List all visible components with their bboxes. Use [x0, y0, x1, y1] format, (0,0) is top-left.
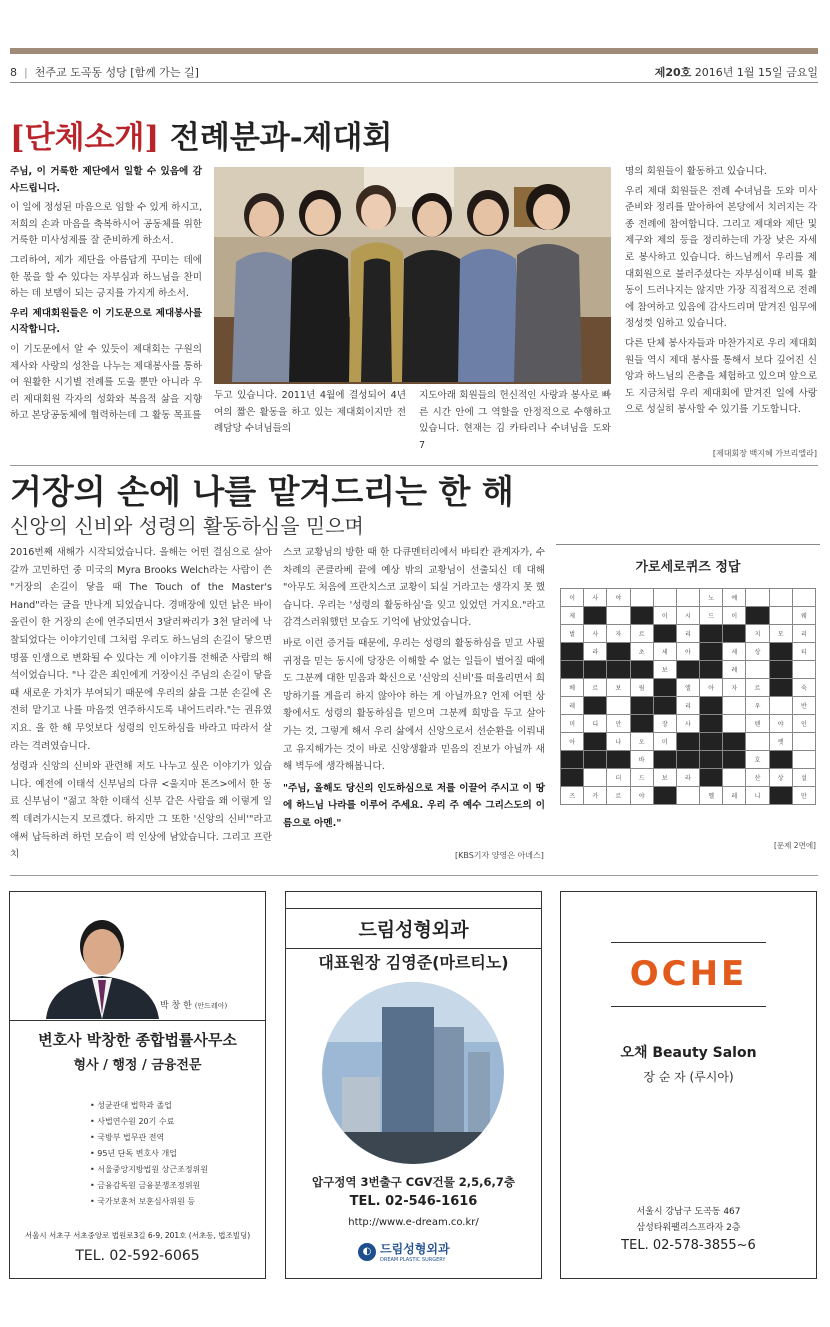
clinic-logo-text: 드림성형외과: [380, 1242, 450, 1256]
article1-heading: [10, 112, 392, 157]
article1-col2: [214, 388, 406, 441]
grid-row: [561, 679, 816, 697]
grid-cell-blocked: [653, 625, 676, 643]
grid-cell-blocked: [700, 733, 723, 751]
grid-row: [561, 589, 816, 607]
paragraph: 이 기도문에서 알 수 있듯이 제대회는 구원의 제사와 사랑의 성찬을 나누는 제대봉사를 통하여 원활한 시기별 전례를 도울 뿐만 아니라 우리 제대회원 각자의 성화와 복음적 삶을 지향하고 본당공동체에 협력하는데 그 활동 목표를: [10, 343, 202, 422]
grid-cell-blocked: [769, 643, 792, 661]
grid-cell: [676, 787, 699, 805]
paragraph-lead: 우리 제대회원들은 이 기도문으로 제대봉사를 시작합니다.: [10, 307, 202, 336]
issue-number: 제20호: [654, 66, 692, 79]
grid-cell: 인: [792, 715, 815, 733]
quiz-note: [문제 2면에]: [774, 841, 816, 850]
grid-cell: 이: [653, 607, 676, 625]
grid-cell-blocked: [723, 625, 746, 643]
closing-prayer: "주님, 올해도 당신의 인도하심으로 저를 이끌어 주시고 이 땅에 하느님 나라를 이루어 주세요. 우리 주 예수 그리스도의 이름으로 아멘.": [283, 782, 545, 829]
crossword-grid: [560, 588, 816, 805]
salon-address: 서울시 강남구 도곡동 467: [636, 1207, 741, 1217]
grid-cell: 호: [746, 751, 769, 769]
grid-cell-blocked: [607, 643, 630, 661]
top-rule: [10, 48, 818, 54]
credential-list: [90, 1098, 208, 1210]
grid-cell: [746, 589, 769, 607]
grid-cell: 설: [792, 769, 815, 787]
grid-cell-blocked: [676, 751, 699, 769]
grid-cell: [607, 607, 630, 625]
grid-cell-blocked: [676, 733, 699, 751]
grid-cell: [584, 769, 607, 787]
divider: [611, 1006, 766, 1007]
grid-cell: [769, 589, 792, 607]
quiz-panel: [556, 544, 820, 545]
lawyer-saint-name: (안드레아): [194, 1002, 228, 1010]
grid-cell-blocked: [700, 625, 723, 643]
grid-cell-blocked: [607, 751, 630, 769]
grid-cell-blocked: [561, 661, 584, 679]
paragraph: 성령과 신앙의 신비와 관련해 저도 나누고 싶은 이야기가 있습니다. 예전에 이태석 신부님의 다큐 <울지마 톤즈>에서 한 동료 신부님이 "젊고 착한 이태석 신부 같은 사람을 왜 이렇게 일찍 데려가시는지 모르겠다. 하지만 그 또한 '신앙의 신비'"라고 애써 납득하려 하던 모습이 퍽 인상에 남았습니다. 그리고 프란치: [10, 761, 272, 861]
grid-cell: 르: [746, 679, 769, 697]
grid-cell: 헬: [700, 787, 723, 805]
grid-cell-blocked: [700, 697, 723, 715]
grid-cell-blocked: [653, 697, 676, 715]
lawyer-name-text: 박 창 한: [160, 1001, 192, 1011]
quiz-title: 가로세로퀴즈 정답: [635, 560, 741, 575]
clinic-director: 대표원장 김영준(마르티노): [318, 953, 509, 972]
running-header-right: [655, 64, 818, 80]
grid-cell-blocked: [561, 643, 584, 661]
header-rule: [10, 82, 818, 83]
grid-cell: [769, 697, 792, 715]
list-item: • 국방부 법무관 전역: [90, 1130, 208, 1146]
grid-cell: 리: [676, 625, 699, 643]
grid-cell: 벌: [561, 625, 584, 643]
grid-cell: [792, 589, 815, 607]
grid-cell: 반: [792, 697, 815, 715]
grid-cell-blocked: [584, 697, 607, 715]
grid-cell: 더: [607, 769, 630, 787]
grid-cell: 세: [653, 643, 676, 661]
grid-cell: 산: [746, 769, 769, 787]
article2-byline: [KBS기자 양영은 아녜스]: [455, 851, 544, 860]
grid-row: [561, 751, 816, 769]
grid-cell: 장: [653, 715, 676, 733]
lawyer-name: [160, 998, 227, 1011]
clinic-name: 드림성형외과: [286, 908, 541, 949]
grid-row: [561, 607, 816, 625]
article2-title: 거장의 손에 나를 맡겨드리는 한 해: [10, 472, 514, 511]
group-photo: [214, 167, 611, 384]
law-office-ad: [9, 891, 266, 1279]
paragraph: 스코 교황님의 방한 때 한 다큐멘터리에서 바티칸 관계자가, 수차례의 콘클라베 끝에 예상 밖의 교황님이 선출되신 데 대해 "아무도 처음에 프란치스코 교황이 되실 거라고는 생각지 못 했습니다. 우리는 '성령의 활동하심'을 잊고 있었던 거지요."라고 감격스러워했던 모습도 기억에 남았었습니다.: [283, 547, 545, 629]
grid-cell: 드: [630, 769, 653, 787]
grid-cell: 사: [676, 715, 699, 733]
grid-cell: 이: [561, 589, 584, 607]
grid-row: [561, 769, 816, 787]
article2-col2: [283, 544, 545, 836]
list-item: • 국가보훈처 보훈심사위원 등: [90, 1194, 208, 1210]
grid-cell: 라: [676, 769, 699, 787]
grid-cell: 티: [792, 643, 815, 661]
paragraph: 두고 있습니다. 2011년 4월에 결성되어 4년여의 짧은 활동을 하고 있는 제대회이지만 전례담당 수녀님들의: [214, 390, 406, 435]
clinic-location: 압구정역 3번출구 CGV건물 2,5,6,7층: [312, 1175, 515, 1189]
grid-cell-blocked: [561, 751, 584, 769]
grid-cell: 자: [723, 679, 746, 697]
grid-cell-blocked: [607, 661, 630, 679]
grid-cell: [769, 607, 792, 625]
clinic-tel: TEL. 02-546-1616: [349, 1194, 478, 1209]
grid-cell: 모: [769, 625, 792, 643]
grid-cell-blocked: [700, 751, 723, 769]
grid-cell: [723, 697, 746, 715]
grid-cell-blocked: [630, 715, 653, 733]
grid-cell-blocked: [723, 733, 746, 751]
grid-cell-blocked: [723, 751, 746, 769]
grid-cell: 아: [561, 733, 584, 751]
running-header-left: 8 | 천주교 도곡동 성당 [함께 가는 길]: [10, 66, 199, 79]
grid-cell: [746, 661, 769, 679]
grid-cell: 노: [700, 589, 723, 607]
paragraph: 2016번째 새해가 시작되었습니다. 올해는 어떤 결심으로 살아갈까 고민하던 중 미국의 Myra Brooks Welch라는 사람이 쓴 "거장의 손길이 닿을 때 The Touch of the Master's Hand"라는 글을 만나게 되었습니다. 경매장에 있던 낡은 바이올린이 한 거장의 손에 연주되면서 3달러짜리가 3천 달러에 낙찰되었다는 이야기인데 그처럼 우리도 하느님의 손길이 닿으면 명품 인생으로 변화될 수 있다는 게 이야기를 전해준 사람의 해석이었습니다. "나 같은 죄인에게 거장이신 주님의 손길이 닿을 때 새로운 가치가 부여되기 때문에 우리의 삶을 그분 손길에 온전히 맡기고 나를 마음껏 연주하시도록 내어드리라."는 권유였지요. 올 한 해 무엇보다 성령의 인도하심을 바라고 따라서 살라는 격려였습니다.: [10, 547, 272, 752]
list-item: • 금융감독원 금융분쟁조정위원: [90, 1178, 208, 1194]
grid-cell: 리: [676, 697, 699, 715]
grid-cell-blocked: [584, 751, 607, 769]
grid-cell: [607, 697, 630, 715]
article2-subtitle: 신앙의 신비와 성령의 활동하심을 믿으며: [10, 514, 364, 538]
article1-col3: [419, 388, 611, 457]
article1-title: 전례분과-제대회: [169, 120, 393, 156]
grid-cell: 카: [584, 787, 607, 805]
grid-cell: 르: [630, 625, 653, 643]
grid-cell-blocked: [700, 643, 723, 661]
grid-cell: 보: [653, 769, 676, 787]
publication-name: 천주교 도곡동 성당 [함께 가는 길]: [34, 66, 199, 79]
grid-cell: [792, 661, 815, 679]
grid-cell: 바: [630, 751, 653, 769]
grid-cell: 야: [769, 715, 792, 733]
divider: [611, 942, 766, 943]
grid-cell: 라: [584, 643, 607, 661]
grid-cell: 만: [792, 787, 815, 805]
salon-ad: [560, 891, 817, 1279]
paragraph: 지도아래 회원들의 헌신적인 사랑과 봉사로 빠른 시간 안에 그 역할을 안정적으로 수행하고 있습니다. 현재는 김 카타리나 수녀님을 도와 7: [419, 390, 611, 451]
grid-cell: 보: [653, 661, 676, 679]
grid-cell-blocked: [746, 607, 769, 625]
grid-cell: 보: [607, 679, 630, 697]
grid-cell-blocked: [584, 607, 607, 625]
grid-cell: [792, 751, 815, 769]
grid-cell-blocked: [630, 697, 653, 715]
grid-cell-blocked: [584, 661, 607, 679]
grid-cell: 림: [630, 679, 653, 697]
grid-row: [561, 733, 816, 751]
grid-row: [561, 643, 816, 661]
grid-cell: [792, 733, 815, 751]
paragraph: 그리하여, 제가 제단을 아름답게 꾸미는 데에 한 몫을 할 수 있다는 자부심과 하느님을 찬미하는 데 보탬이 되는 긍지를 가지게 하소서.: [10, 254, 202, 300]
grid-cell: 초: [630, 643, 653, 661]
grid-cell-blocked: [584, 733, 607, 751]
issue-date: 2016년 1월 15일 금요일: [694, 66, 818, 79]
grid-cell: 아: [700, 679, 723, 697]
law-address: 서울시 서초구 서초중앙로 법원로3길 6-9, 201호 (서초동, 법조빌딩): [24, 1231, 251, 1240]
grid-cell: 례: [723, 661, 746, 679]
grid-cell: 아: [676, 643, 699, 661]
grid-row: [561, 697, 816, 715]
grid-cell: 엘: [676, 679, 699, 697]
grid-cell: 상: [746, 643, 769, 661]
clinic-logo-sub: DREAM PLASTIC SURGERY: [380, 1257, 446, 1263]
grid-cell: 안: [607, 715, 630, 733]
grid-cell: 예: [723, 589, 746, 607]
grid-cell: 상: [769, 769, 792, 787]
salon-name: 오채 Beauty Salon: [620, 1045, 757, 1061]
grid-cell-blocked: [769, 679, 792, 697]
grid-cell-blocked: [769, 787, 792, 805]
grid-cell: 레: [723, 787, 746, 805]
grid-cell: [723, 769, 746, 787]
paragraph: 바로 이런 증거들 때문에, 우리는 성령의 활동하심을 믿고 사필귀정을 믿는 동시에 당장은 이해할 수 없는 일들이 벌어질 때에도 그분께 대한 믿음과 확신으로 '신앙의 신비'를 떠올리면서 희망하기를 게을리 하지 않아야 하는 게 아닐까요? 언제 어떤 상황에서도 성령의 활동하심을 믿으며 그분께 희망을 두고 살아가는 것, 그렇게 해서 우리 삶에서 신앙으로서 선순환을 이뤄내고 유지해가는 것이 바로 신앙생활과 믿음의 진보가 아닐까 새해 벽두에 생각해봅니다.: [283, 637, 545, 773]
page-number: 8: [10, 66, 17, 79]
lawyer-portrait: [40, 914, 165, 1019]
grid-cell: 제: [561, 607, 584, 625]
grid-cell: [723, 715, 746, 733]
grid-cell: 레: [561, 697, 584, 715]
grid-cell-blocked: [769, 661, 792, 679]
grid-cell: 디: [584, 715, 607, 733]
article2-col1: [10, 544, 272, 867]
grid-cell: 야: [607, 589, 630, 607]
article1-col1: [10, 164, 202, 428]
salon-tel: TEL. 02-578-3855~6: [621, 1238, 756, 1253]
grid-cell-blocked: [653, 679, 676, 697]
prayer-lead: 주님, 이 거룩한 제단에서 일할 수 있음에 감사드립니다.: [10, 166, 202, 194]
grid-cell: 우: [746, 697, 769, 715]
grid-cell-blocked: [630, 661, 653, 679]
clinic-logo: [358, 1240, 450, 1263]
grid-cell: 르: [607, 787, 630, 805]
list-item: • 성균관대 법학과 졸업: [90, 1098, 208, 1114]
grid-cell-blocked: [653, 787, 676, 805]
grid-cell-blocked: [769, 751, 792, 769]
list-item: • 사법연수원 20기 수료: [90, 1114, 208, 1130]
grid-cell: 베: [561, 679, 584, 697]
grid-row: [561, 787, 816, 805]
salon-owner: 장 순 자 (루시아): [643, 1070, 734, 1084]
grid-cell: 드: [700, 607, 723, 625]
grid-cell-blocked: [561, 769, 584, 787]
grid-row: [561, 715, 816, 733]
grid-cell: 사: [584, 625, 607, 643]
grid-cell-blocked: [653, 751, 676, 769]
grid-cell: 렛: [769, 733, 792, 751]
grid-row: [561, 625, 816, 643]
grid-cell: 즈: [561, 787, 584, 805]
grid-row: [561, 661, 816, 679]
law-firm-name: 변호사 박창한 종합법률사무소: [38, 1031, 237, 1049]
salon-logo: OCHE: [629, 954, 748, 994]
grid-cell: [676, 589, 699, 607]
divider: [10, 1020, 265, 1021]
grid-cell-blocked: [700, 661, 723, 679]
grid-cell: 이: [723, 607, 746, 625]
grid-cell: 텐: [746, 715, 769, 733]
grid-cell: 세: [723, 643, 746, 661]
grid-cell: 오: [630, 733, 653, 751]
grid-cell: 웨: [792, 607, 815, 625]
grid-cell: 야: [630, 787, 653, 805]
grid-cell-blocked: [700, 715, 723, 733]
clinic-logo-icon: ◐: [358, 1243, 376, 1261]
law-firm-fields: 형사 / 행정 / 금융전문: [73, 1058, 202, 1073]
grid-cell: 르: [584, 679, 607, 697]
article1-byline: [제대회장 백지혜 가브리엘라]: [712, 449, 817, 458]
grid-cell: 지: [746, 625, 769, 643]
salon-address: 삼성타워팰리스프라자 2층: [636, 1223, 741, 1233]
grid-cell: 미: [561, 715, 584, 733]
grid-cell-blocked: [676, 661, 699, 679]
list-item: • 95년 단독 변호사 개업: [90, 1146, 208, 1162]
grid-cell-blocked: [630, 607, 653, 625]
law-tel: TEL. 02-592-6065: [75, 1248, 200, 1264]
paragraph: 이 일에 정성된 마음으로 임할 수 있게 하시고, 저희의 손과 마음을 축복하시어 공동체를 위한 거룩한 미사성제를 잘 준비하게 하소서.: [10, 202, 202, 247]
clinic-building-image: [322, 982, 504, 1164]
grid-cell: 시: [676, 607, 699, 625]
grid-cell: 사: [584, 589, 607, 607]
clinic-ad: [285, 891, 542, 1279]
grid-cell: 리: [792, 625, 815, 643]
grid-cell-blocked: [700, 769, 723, 787]
grid-cell: 나: [607, 733, 630, 751]
article1-col4: [625, 164, 817, 422]
grid-cell: [653, 589, 676, 607]
grid-cell: 숙: [792, 679, 815, 697]
section-divider: [10, 875, 818, 876]
paragraph: 명의 회원들이 활동하고 있습니다.: [625, 166, 767, 177]
grid-cell: 자: [607, 625, 630, 643]
grid-cell: [630, 589, 653, 607]
clinic-url: http://www.e-dream.co.kr/: [348, 1217, 479, 1228]
paragraph: 다른 단체 봉사자들과 마찬가지로 우리 제대회원들 역시 제대 봉사를 통해서 보다 깊어진 신앙과 하느님의 은총을 체험하고 있으며 앞으로도 지금처럼 우리 제대회에 맡겨진 일에 사랑으로 성실히 봉사할 수 있기를 기도합니다.: [625, 337, 817, 416]
category-label: [단체소개]: [10, 120, 160, 156]
paragraph: 우리 제대 회원들은 전례 수녀님을 도와 미사 준비와 정리를 맡아하여 본당에서 치러지는 각종 전례에 참여합니다. 그리고 제대와 제단 및 제구와 제의 등을 정리하는데 가장 낮은 자세로 봉사하고 있습니다. 하느님께서 우리를 제대회원으로 불러주셨다는 자부심이때 비록 활동이 드러나지는 않지만 가장 직접적으로 전례에 참여하고 있음에 감사드리며 맡겨진 임무에 정성껏 임하고 있습니다.: [625, 185, 817, 330]
grid-cell: 니: [746, 787, 769, 805]
list-item: • 서울중앙지방법원 상근조정위원: [90, 1162, 208, 1178]
grid-cell: 미: [653, 733, 676, 751]
grid-cell: [746, 733, 769, 751]
